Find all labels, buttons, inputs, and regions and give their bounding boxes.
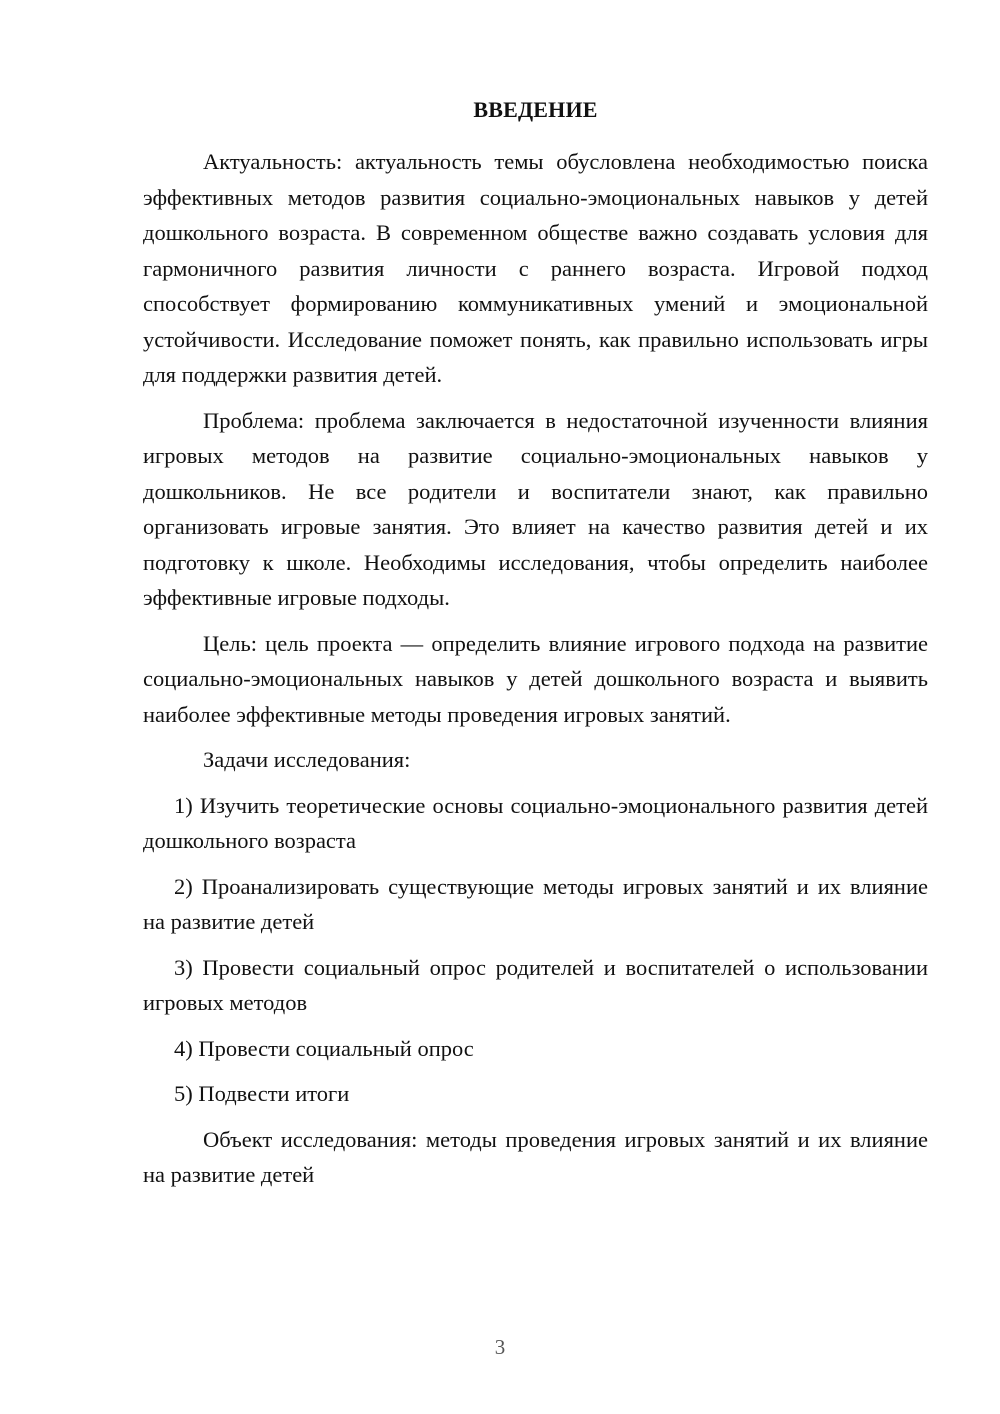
task-item-5: 5) Подвести итоги	[174, 1081, 350, 1106]
paragraph-relevance: Актуальность: актуальность темы обусловлена необходимостью поиска эффективных методов развития социально-эмоциональных навыков у детей дошкольного возраста. В современном обществе важно создавать условия для гармоничного развития личности с раннего возраста. Игровой подход способствует формированию коммуникативных умений и эмоциональной устойчивости. Исследование поможет понять, как правильно использовать игры для поддержки развития детей.	[143, 149, 928, 387]
paragraph-goal: Цель: цель проекта — определить влияние игрового подхода на развитие социально-эмоциональных навыков у детей дошкольного возраста и выявить наиболее эффективные методы проведения игровых занятий.	[143, 630, 928, 727]
task-item-2: 2) Проанализировать существующие методы игровых занятий и их влияние на развитие детей	[143, 873, 928, 934]
task-item-1: 1) Изучить теоретические основы социально-эмоционального развития детей дошкольного возраста	[143, 792, 928, 853]
task-item-3: 3) Провести социальный опрос родителей и воспитателей о использовании игровых методов	[143, 954, 928, 1015]
paragraph-object: Объект исследования: методы проведения игровых занятий и их влияние на развитие детей	[143, 1126, 928, 1187]
page-content	[143, 94, 928, 1203]
page-title: ВВЕДЕНИЕ	[473, 97, 598, 122]
tasks-heading: Задачи исследования:	[203, 747, 411, 772]
task-item-4: 4) Провести социальный опрос	[174, 1035, 474, 1061]
paragraph-problem: Проблема: проблема заключается в недостаточной изученности влияния игровых методов на развитие социально-эмоциональных навыков у дошкольников. Не все родители и воспитатели знают, как правильно организовать игровые занятия. Это влияет на качество развития детей и их подготовку к школе. Необходимы исследования, чтобы определить наиболее эффективные игровые подходы.	[143, 407, 928, 610]
page-number: 3	[494, 1335, 506, 1359]
